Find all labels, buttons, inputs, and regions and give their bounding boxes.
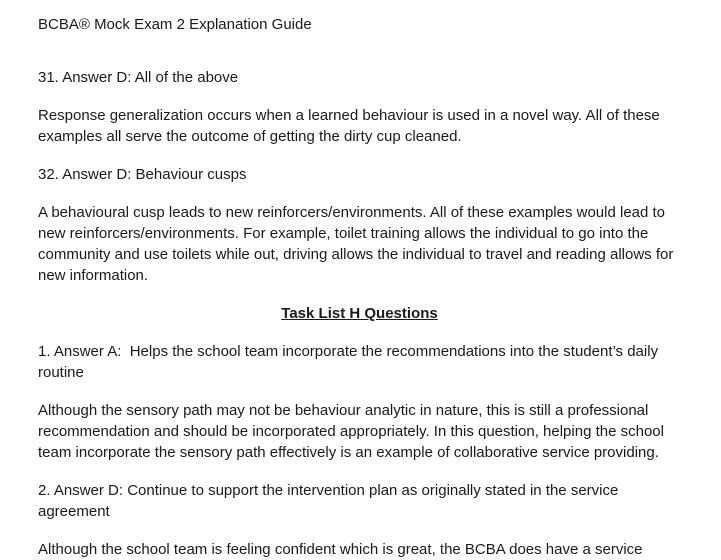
explanation-paragraph-32: A behavioural cusp leads to new reinforcers/environments. All of these examples would lead to new reinforcers/environments. For example, toilet training allows the individual to go into the community and use toilets while out, driving allows the individual to travel and reading allows for new information. xyxy=(38,204,678,284)
answer-item-32: 32. Answer D: Behaviour cusps xyxy=(38,166,247,183)
document-title: BCBA® Mock Exam 2 Explanation Guide xyxy=(38,16,312,33)
answer-item-31: 31. Answer D: All of the above xyxy=(38,69,239,86)
explanation-paragraph-h1: Although the sensory path may not be behaviour analytic in nature, this is still a professional recommendation and should be incorporated appropriately. In this question, helping the school team incorporate the sensory path effectively is an example of collaborative service providing. xyxy=(38,402,669,461)
explanation-paragraph-31: Response generalization occurs when a learned behaviour is used in a novel way. All of these examples all serve the outcome of getting the dirty cup cleaned. xyxy=(38,107,664,145)
answer-item-h2: 2. Answer D: Continue to support the intervention plan as originally stated in the service agreement xyxy=(38,482,623,520)
answer-item-h1: 1. Answer A: Helps the school team incorporate the recommendations into the student’s daily routine xyxy=(38,343,663,381)
section-heading-text: Task List H Questions xyxy=(281,305,438,322)
explanation-paragraph-h2-partial: Although the school team is feeling confident which is great, the BCBA does have a service xyxy=(38,541,643,558)
section-heading-task-list-h xyxy=(38,303,681,324)
